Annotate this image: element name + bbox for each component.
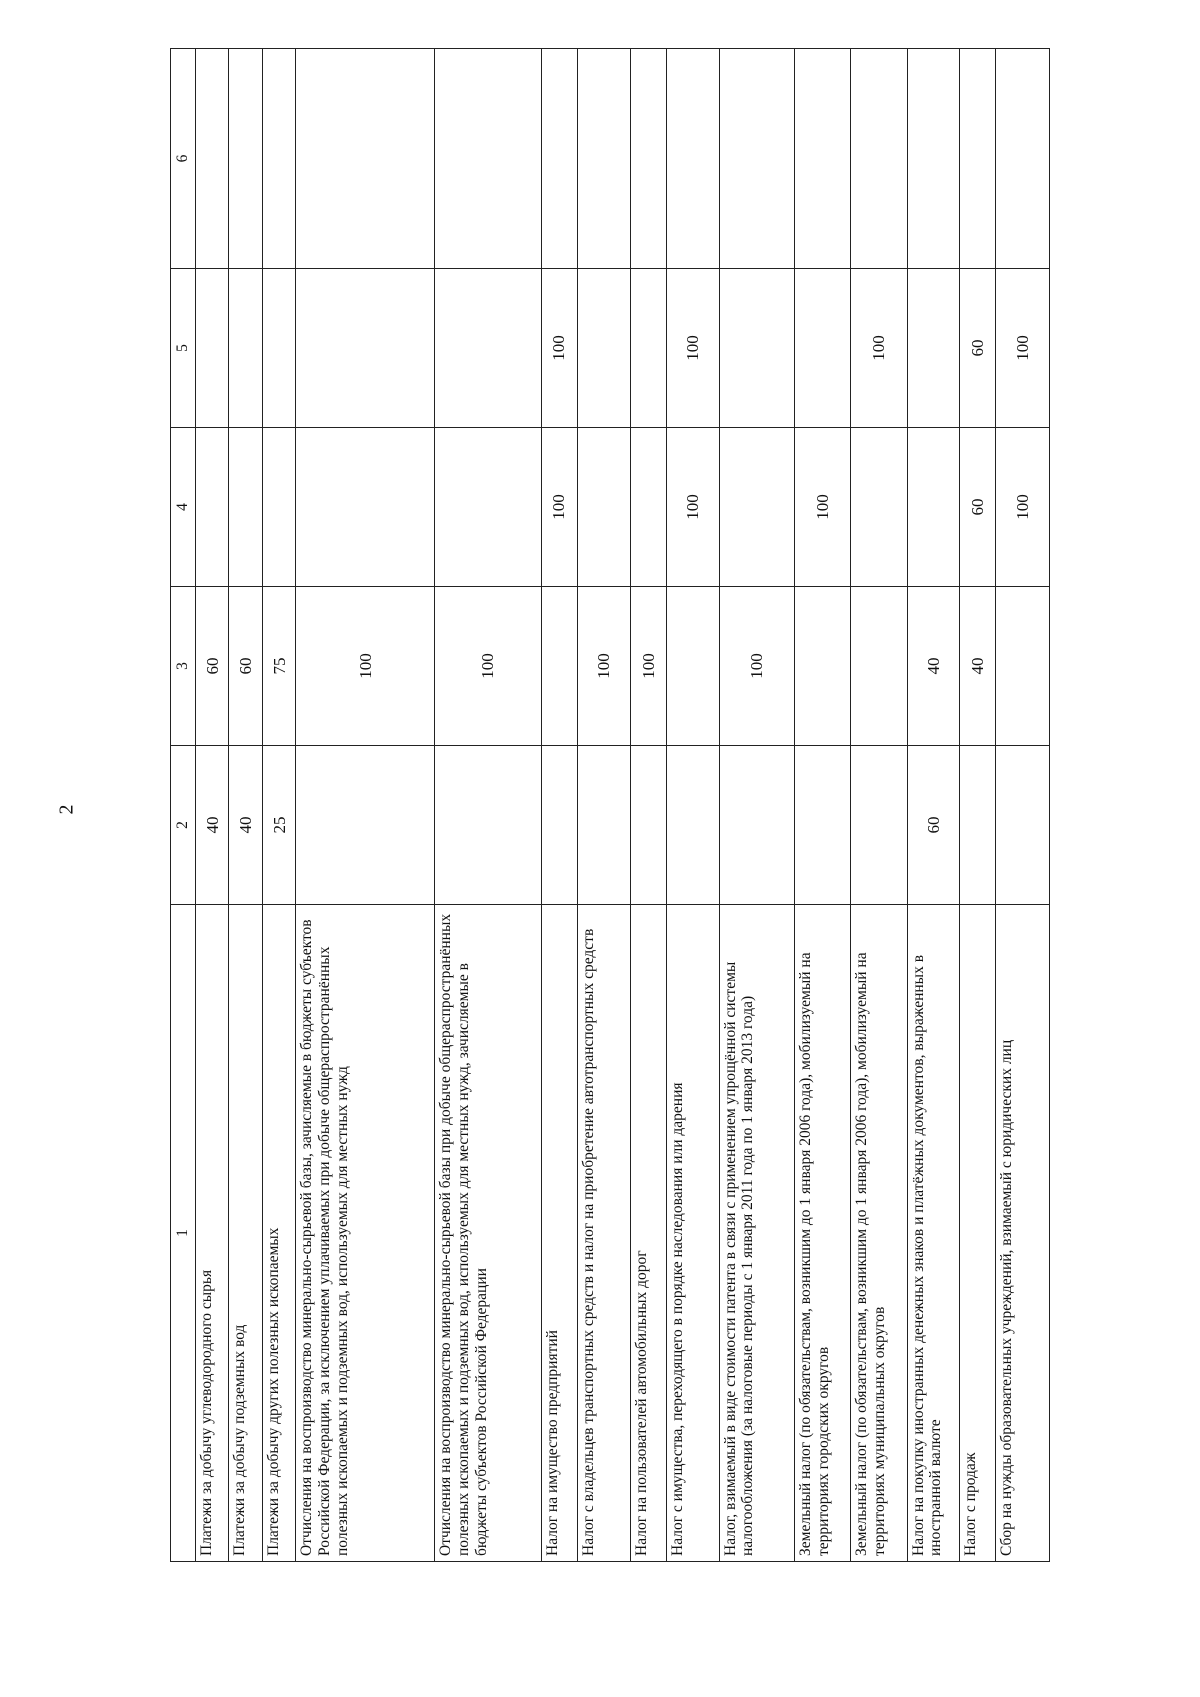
table-row (667, 49, 720, 1562)
percent-cell-6 (296, 49, 435, 269)
percent-cell-5: 100 (667, 269, 720, 428)
percent-cell-2 (996, 746, 1050, 905)
percent-cell-2 (851, 746, 907, 905)
percent-cell-3: 40 (907, 587, 960, 746)
percent-cell-5 (435, 269, 541, 428)
percent-cell-6 (996, 49, 1050, 269)
percent-cell-5: 100 (541, 269, 577, 428)
table-row (960, 49, 996, 1562)
percent-cell-2 (960, 746, 996, 905)
percent-cell-4: 100 (795, 428, 851, 587)
tax-name-cell: Платежи за добычу углеводородного сырья (196, 905, 229, 1562)
table-row (996, 49, 1050, 1562)
percent-cell-3: 75 (262, 587, 295, 746)
percent-cell-5 (229, 269, 262, 428)
percent-cell-6 (667, 49, 720, 269)
percent-cell-4 (196, 428, 229, 587)
percent-cell-5: 100 (996, 269, 1050, 428)
tax-name-cell: Налог с имущества, переходящего в порядке наследования или дарения (667, 905, 720, 1562)
column-header-3: 3 (171, 587, 196, 746)
table-row (631, 49, 667, 1562)
percent-cell-3 (667, 587, 720, 746)
percent-cell-4 (435, 428, 541, 587)
percent-cell-6 (851, 49, 907, 269)
table-row (907, 49, 960, 1562)
table-row (851, 49, 907, 1562)
percent-cell-2: 60 (907, 746, 960, 905)
page-number: 2 (55, 804, 78, 815)
percent-cell-4 (577, 428, 631, 587)
percent-cell-3: 100 (719, 587, 794, 746)
tax-name-cell: Налог, взимаемый в виде стоимости патента в связи с применением упрощённой системы налогообложения (за налоговые периоды с 1 января 2011 года по 1 января 2013 года) (719, 905, 794, 1562)
table-row (196, 49, 229, 1562)
percent-cell-4 (719, 428, 794, 587)
percent-cell-6 (907, 49, 960, 269)
percent-cell-3: 100 (435, 587, 541, 746)
percent-cell-5 (262, 269, 295, 428)
percent-cell-6 (229, 49, 262, 269)
percent-cell-5 (907, 269, 960, 428)
percent-cell-4: 100 (541, 428, 577, 587)
percent-cell-5 (795, 269, 851, 428)
percent-cell-2 (296, 746, 435, 905)
percent-cell-4: 60 (960, 428, 996, 587)
percent-cell-2 (541, 746, 577, 905)
percent-cell-2: 40 (196, 746, 229, 905)
tax-name-cell: Сбор на нужды образовательных учреждений, взимаемый с юридических лиц (996, 905, 1050, 1562)
tax-name-cell: Земельный налог (по обязательствам, возникшим до 1 января 2006 года), мобилизуемый на территориях городских округов (795, 905, 851, 1562)
percent-cell-2 (631, 746, 667, 905)
percent-cell-4 (907, 428, 960, 587)
percent-cell-5 (296, 269, 435, 428)
column-header-6: 6 (171, 49, 196, 269)
percent-cell-3: 60 (229, 587, 262, 746)
tax-name-cell: Платежи за добычу подземных вод (229, 905, 262, 1562)
column-header-4: 4 (171, 428, 196, 587)
table-row (435, 49, 541, 1562)
percent-cell-2 (577, 746, 631, 905)
percent-cell-4: 100 (667, 428, 720, 587)
tax-name-cell: Налог на пользователей автомобильных дорог (631, 905, 667, 1562)
percent-cell-3: 100 (631, 587, 667, 746)
table-row (577, 49, 631, 1562)
percent-cell-4 (229, 428, 262, 587)
percent-cell-4 (631, 428, 667, 587)
percent-cell-2: 40 (229, 746, 262, 905)
percent-cell-4 (296, 428, 435, 587)
percent-cell-5 (631, 269, 667, 428)
column-header-2: 2 (171, 746, 196, 905)
table-row (795, 49, 851, 1562)
tax-distribution-table (170, 48, 1050, 1562)
table-row (719, 49, 794, 1562)
tax-name-cell: Платежи за добычу других полезных ископаемых (262, 905, 295, 1562)
table-row (229, 49, 262, 1562)
percent-cell-4 (262, 428, 295, 587)
rotated-table-container (170, 49, 1050, 1562)
percent-cell-2 (719, 746, 794, 905)
tax-name-cell: Налог на покупку иностранных денежных знаков и платёжных документов, выраженных в иностранной валюте (907, 905, 960, 1562)
percent-cell-6 (960, 49, 996, 269)
table-row (541, 49, 577, 1562)
tax-name-cell: Налог на имущество предприятий (541, 905, 577, 1562)
percent-cell-3: 100 (577, 587, 631, 746)
percent-cell-6 (577, 49, 631, 269)
percent-cell-3 (541, 587, 577, 746)
table-row (262, 49, 295, 1562)
percent-cell-4 (851, 428, 907, 587)
percent-cell-2 (667, 746, 720, 905)
table-header-row (171, 49, 196, 1562)
percent-cell-5: 100 (851, 269, 907, 428)
tax-name-cell: Налог с владельцев транспортных средств и налог на приобретение автотранспортных средств (577, 905, 631, 1562)
tax-name-cell: Земельный налог (по обязательствам, возникшим до 1 января 2006 года), мобилизуемый на территориях муниципальных округов (851, 905, 907, 1562)
column-header-1: 1 (171, 905, 196, 1562)
percent-cell-6 (435, 49, 541, 269)
tax-name-cell: Налог с продаж (960, 905, 996, 1562)
percent-cell-3 (996, 587, 1050, 746)
percent-cell-6 (795, 49, 851, 269)
percent-cell-6 (262, 49, 295, 269)
column-header-5: 5 (171, 269, 196, 428)
percent-cell-6 (631, 49, 667, 269)
percent-cell-2: 25 (262, 746, 295, 905)
percent-cell-6 (541, 49, 577, 269)
percent-cell-3: 60 (196, 587, 229, 746)
percent-cell-2 (435, 746, 541, 905)
percent-cell-6 (196, 49, 229, 269)
percent-cell-4: 100 (996, 428, 1050, 587)
percent-cell-5: 60 (960, 269, 996, 428)
percent-cell-6 (719, 49, 794, 269)
tax-name-cell: Отчисления на воспроизводство минерально-сырьевой базы при добыче общераспространённых полезных ископаемых и подземных вод, используемых для местных нужд, зачисляемые в бюджеты субъектов Российской Федерации (435, 905, 541, 1562)
percent-cell-3: 40 (960, 587, 996, 746)
percent-cell-5 (577, 269, 631, 428)
percent-cell-3 (795, 587, 851, 746)
percent-cell-2 (795, 746, 851, 905)
percent-cell-5 (719, 269, 794, 428)
percent-cell-3 (851, 587, 907, 746)
tax-name-cell: Отчисления на воспроизводство минерально-сырьевой базы, зачисляемые в бюджеты субъектов Российской Федерации, за исключением уплачиваемых при добыче общераспространённых полезных ископаемых и подземных вод, используемых для местных нужд (296, 905, 435, 1562)
table-row (296, 49, 435, 1562)
percent-cell-5 (196, 269, 229, 428)
percent-cell-3: 100 (296, 587, 435, 746)
